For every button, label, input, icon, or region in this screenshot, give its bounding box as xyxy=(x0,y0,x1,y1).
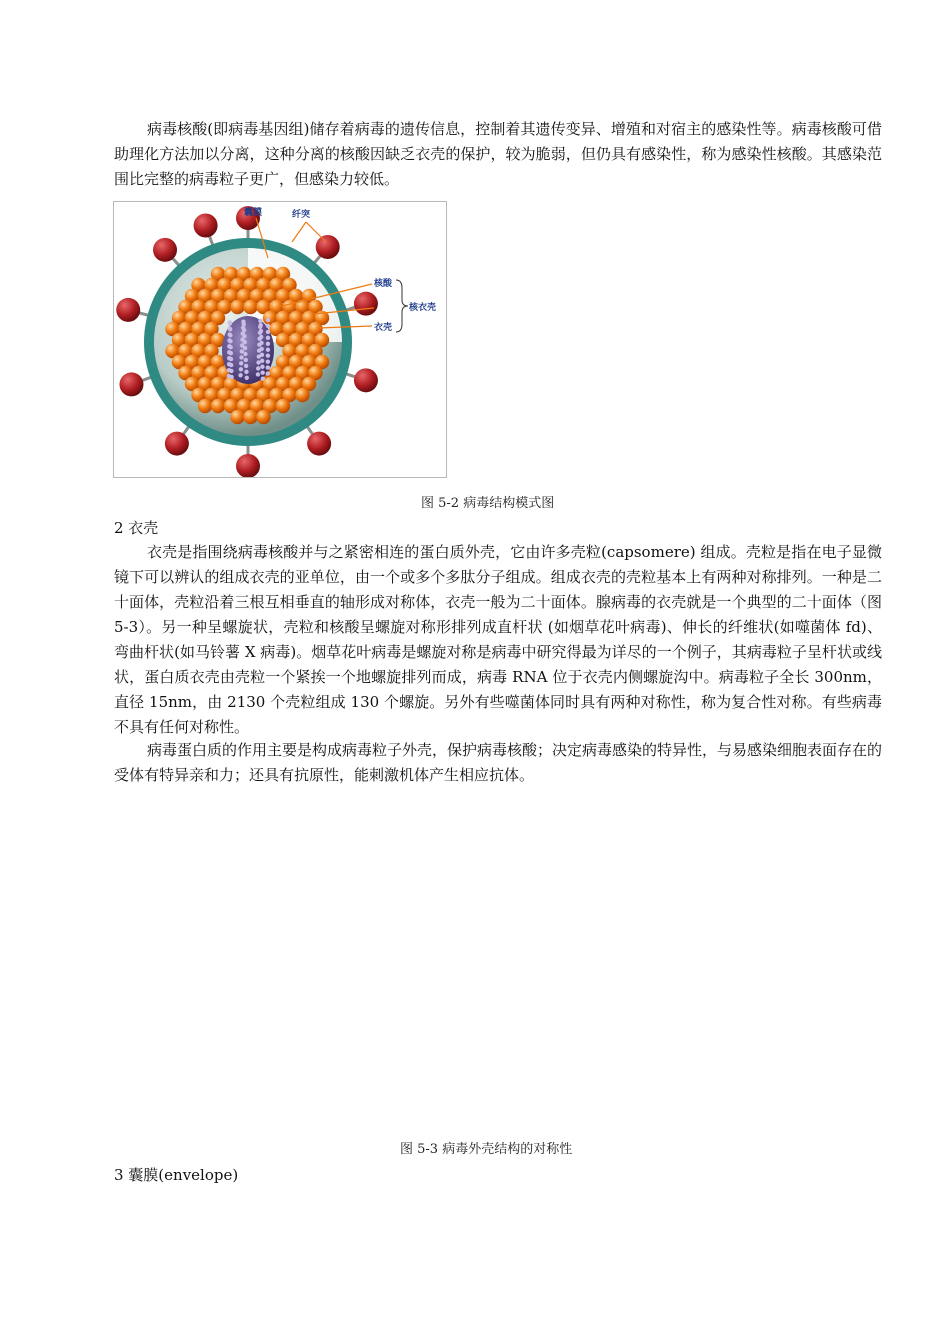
core-dot xyxy=(266,348,270,352)
core-dot xyxy=(239,367,243,371)
core-dot xyxy=(228,333,232,337)
core-dot xyxy=(257,337,261,341)
label-nucleic-acid: 核酸 xyxy=(374,279,393,289)
capsomere xyxy=(295,388,309,402)
core-dot xyxy=(256,372,260,376)
section-heading-capsid: 2 衣壳 xyxy=(114,519,159,537)
nucleic-acid-core xyxy=(222,316,274,384)
section-heading-envelope: 3 囊膜(envelope) xyxy=(114,1166,239,1184)
core-dot xyxy=(266,371,270,375)
core-dot xyxy=(266,359,270,363)
label-capsid: 衣壳 xyxy=(374,323,393,333)
capsomere xyxy=(198,399,212,413)
label-envelope: 囊膜 xyxy=(244,208,263,218)
spike-head xyxy=(354,292,378,316)
core-dot xyxy=(228,327,232,331)
capsomere xyxy=(230,300,244,314)
core-dot xyxy=(229,363,233,367)
core-dot xyxy=(245,376,249,380)
core-dot xyxy=(258,319,262,323)
core-dot xyxy=(260,371,264,375)
core-dot xyxy=(238,373,242,377)
spike-head xyxy=(165,432,189,456)
core-dot xyxy=(239,355,243,359)
label-nucleocapsid: 核衣壳 xyxy=(409,303,437,313)
core-dot xyxy=(266,336,270,340)
core-dot xyxy=(229,357,233,361)
spike-head xyxy=(307,432,331,456)
paragraph-capsid: 衣壳是指围绕病毒核酸并与之紧密相连的蛋白质外壳，它由许多壳粒(capsomere) 组成。壳粒是指在电子显微镜下可以辨认的组成衣壳的亚单位，由一个或多个多肽分子组成。组成衣壳的壳粒基本上有两种对称排列。一种是二十面体，壳粒沿着三根互相垂直的轴形成对称体，衣壳一般为二十面体。腺病毒的衣壳就是一个典型的二十面体（图 5-3）。另一种呈螺旋状，壳粒和核酸呈螺旋对称形排列成直杆状 (如烟草花叶病毒)、伸长的纤维状(如噬菌体 fd)、弯曲杆状(如马铃薯 X 病毒)。烟草花叶病毒是螺旋对称是病毒中研究得最为详尽的一个例子，其病毒粒子呈杆状或线状，蛋白质衣壳由壳粒一个紧挨一个地螺旋排列而成，病毒 RNA 位于衣壳内侧螺旋沟中。病毒粒子全长 300nm，直径 15nm，由 2130 个壳粒组成 130 个螺旋。另外有些噬菌体同时具有两种对称性，称为复合性对称。有些病毒不具有任何对称性。 xyxy=(114,543,882,736)
capsomere xyxy=(243,300,257,314)
core-dot xyxy=(229,351,233,355)
core-dot xyxy=(244,364,248,368)
core-dot xyxy=(257,342,261,346)
core-dot xyxy=(261,376,265,380)
spike-head xyxy=(316,235,340,259)
core-dot xyxy=(266,342,270,346)
core-dot xyxy=(243,346,247,350)
core-dot xyxy=(257,348,261,352)
core-dot xyxy=(257,354,261,358)
capsomere xyxy=(256,410,270,424)
core-dot xyxy=(256,366,260,370)
core-dot xyxy=(243,352,247,356)
spike-head xyxy=(116,298,140,322)
core-dot xyxy=(266,330,270,334)
core-dot xyxy=(228,321,232,325)
capsomere xyxy=(230,410,244,424)
capsomere xyxy=(211,399,225,413)
figure-5-3-caption: 图 5-3 病毒外壳结构的对称性 xyxy=(400,1142,573,1157)
label-spike: 纤突 xyxy=(292,210,311,220)
paragraph-nucleic-acid: 病毒核酸(即病毒基因组)储存着病毒的遗传信息，控制着其遗传变异、增殖和对宿主的感染性等。病毒核酸可借助理化方法加以分离，这种分离的核酸因缺乏衣壳的保护，较为脆弱，但仍具有感染性，称为感染性核酸。其感染范围比完整的病毒粒子更广，但感染力较低。 xyxy=(114,120,882,188)
core-dot xyxy=(266,324,270,328)
spike-head xyxy=(153,238,177,262)
figure-5-2-caption: 图 5-2 病毒结构模式图 xyxy=(421,496,555,511)
core-dot xyxy=(229,369,233,373)
paragraph-protein-function: 病毒蛋白质的作用主要是构成病毒粒子外壳，保护病毒核酸；决定病毒感染的特异性，与易感染细胞表面存在的受体有特异亲和力；还具有抗原性，能刺激机体产生相应抗体。 xyxy=(114,741,883,784)
core-dot xyxy=(256,360,260,364)
core-dot xyxy=(229,375,233,379)
spike-head xyxy=(236,454,260,477)
capsomere xyxy=(243,410,257,424)
spike-head xyxy=(194,213,218,237)
core-dot xyxy=(266,318,270,322)
core-dot xyxy=(258,331,262,335)
nucleocapsid-bracket xyxy=(396,280,408,332)
core-dot xyxy=(260,365,264,369)
spike-head xyxy=(354,368,378,392)
capsomere xyxy=(276,399,290,413)
core-dot xyxy=(239,361,243,365)
core-dot xyxy=(266,354,270,358)
spike-head xyxy=(119,372,143,396)
core-dot xyxy=(258,325,262,329)
virus-structure-diagram xyxy=(114,202,446,477)
core-dot xyxy=(228,339,232,343)
core-dot xyxy=(244,370,248,374)
core-dot xyxy=(240,349,244,353)
core-dot xyxy=(229,345,233,349)
core-dot xyxy=(266,365,270,369)
virus-structure-figure xyxy=(113,201,447,478)
core-dot xyxy=(244,358,248,362)
figure-5-3-placeholder xyxy=(114,800,882,1130)
